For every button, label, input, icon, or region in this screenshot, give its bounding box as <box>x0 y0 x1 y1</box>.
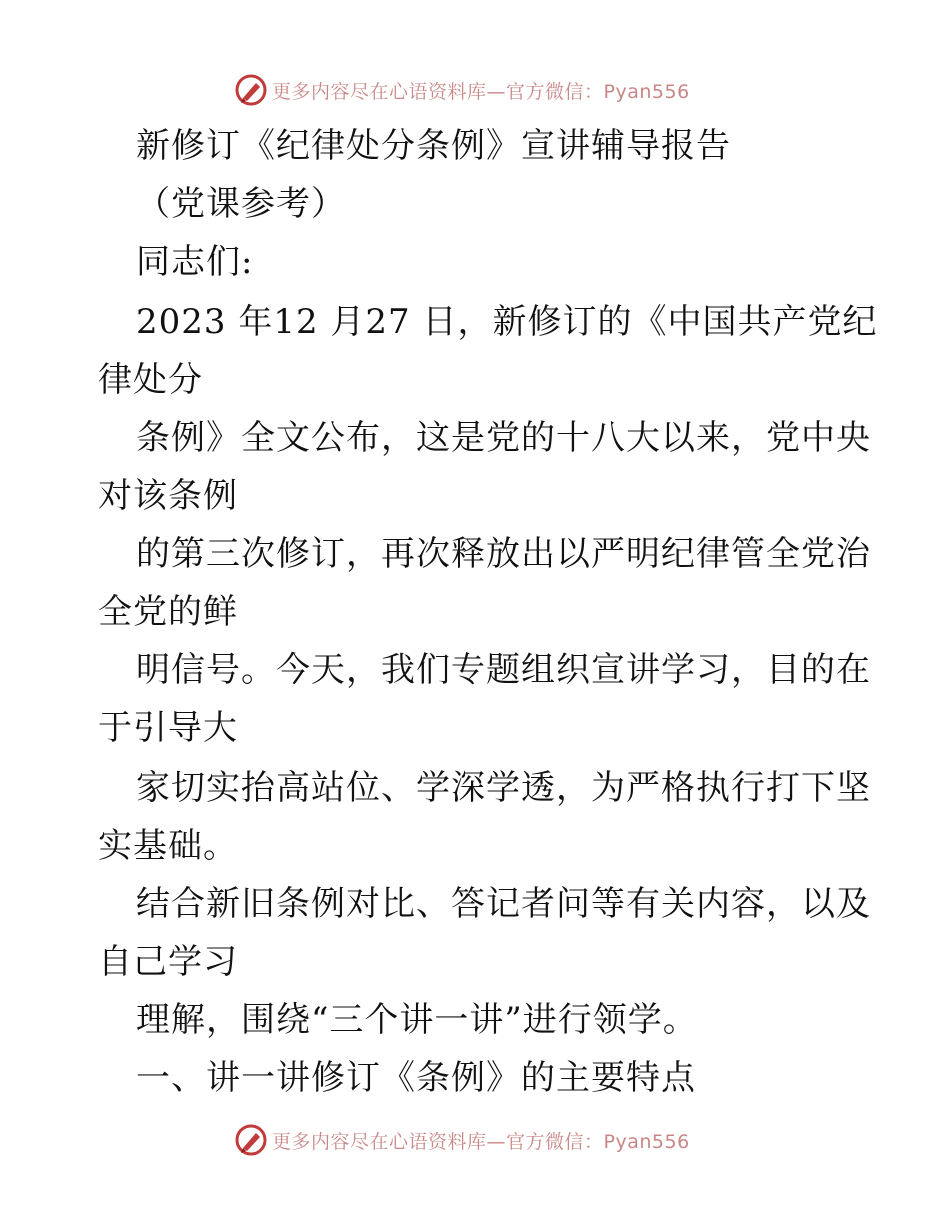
footer-banner-text: 更多内容尽在心语资料库—官方微信：Pyan556 <box>272 1130 690 1153</box>
paragraph-line: 对该条例 <box>98 476 238 516</box>
document-subtitle: （党课参考） <box>136 184 346 224</box>
paragraph-line: 2023 年12 月27 日，新修订的《中国共产党纪 <box>136 302 878 342</box>
paragraph-line: 家切实抬高站位、学深学透，为严格执行打下坚 <box>136 768 871 808</box>
header-banner-content <box>234 70 690 110</box>
header-banner <box>0 70 950 110</box>
paragraph-line: 条例》全文公布，这是党的十八大以来，党中央 <box>136 418 871 458</box>
section-heading: 一、讲一讲修订《条例》的主要特点 <box>136 1058 696 1098</box>
paragraph-line: 律处分 <box>98 360 203 400</box>
paragraph-line: 的第三次修订，再次释放出以严明纪律管全党治 <box>136 534 871 574</box>
salutation: 同志们: <box>136 242 254 282</box>
paragraph-line: 理解，围绕“三个讲一讲”进行领学。 <box>136 1000 698 1040</box>
footer-banner <box>0 1120 950 1160</box>
paragraph-line: 于引导大 <box>98 708 238 748</box>
paragraph-line: 自己学习 <box>98 942 238 982</box>
paragraph-line: 实基础。 <box>98 826 238 866</box>
pen-logo-icon <box>234 73 268 107</box>
footer-banner-content <box>234 1120 690 1160</box>
pen-logo-icon <box>234 1123 268 1157</box>
paragraph-line: 全党的鲜 <box>98 592 238 632</box>
paragraph-line: 明信号。今天，我们专题组织宣讲学习，目的在 <box>136 650 871 690</box>
document-title: 新修订《纪律处分条例》宣讲辅导报告 <box>136 126 731 166</box>
paragraph-line: 结合新旧条例对比、答记者问等有关内容，以及 <box>136 884 871 924</box>
header-banner-text: 更多内容尽在心语资料库—官方微信：Pyan556 <box>272 80 690 103</box>
